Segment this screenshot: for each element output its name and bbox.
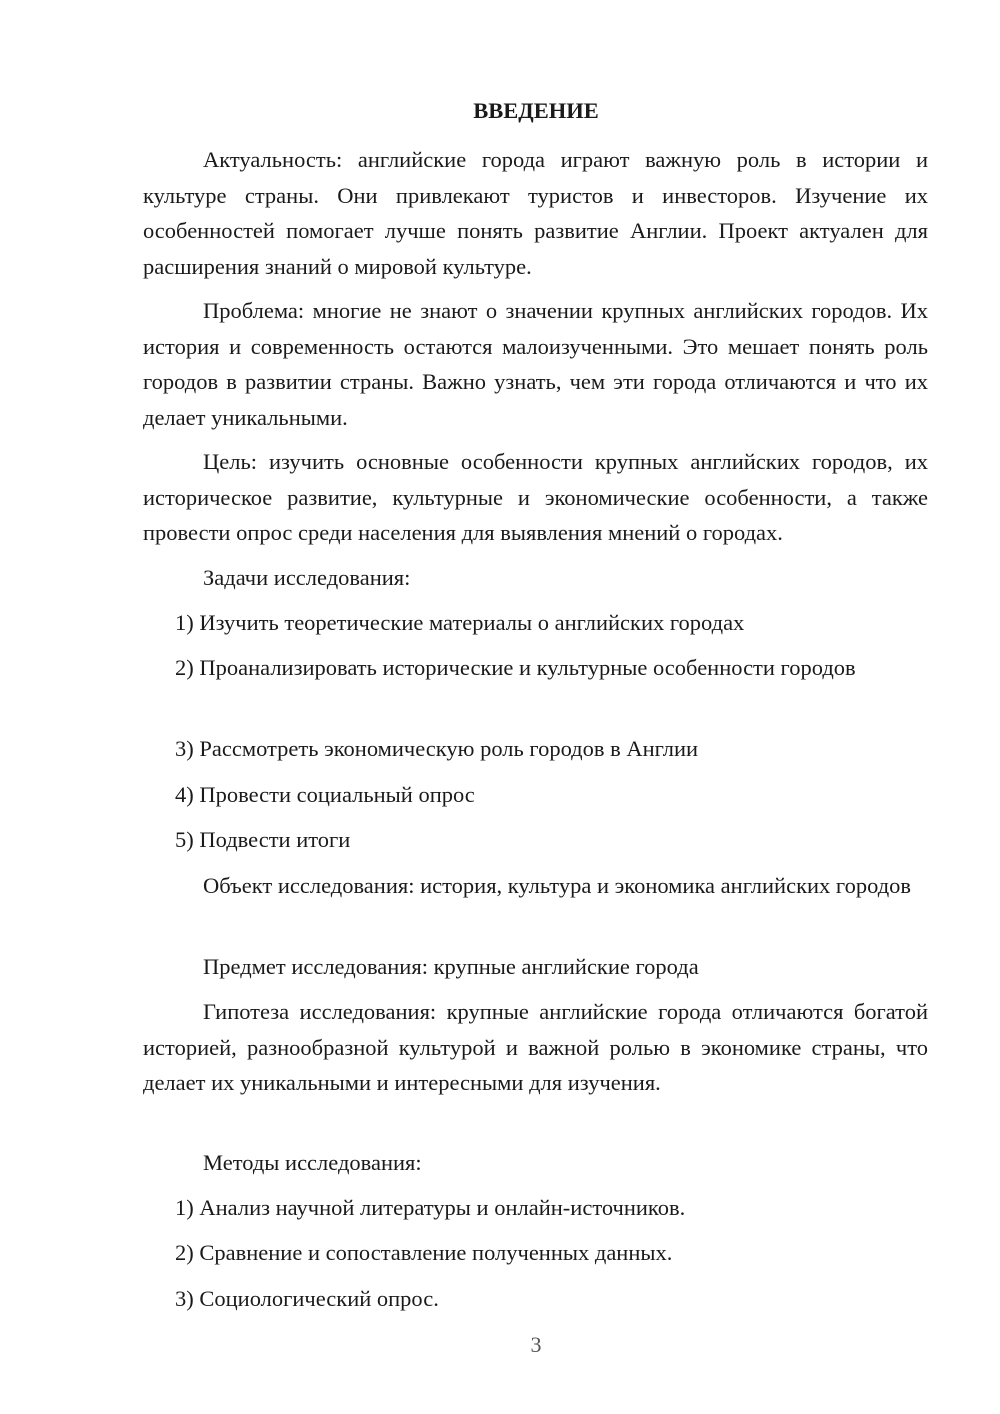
- list-item-task-3: 3) Рассмотреть экономическую роль городов в Англии: [175, 736, 699, 761]
- paragraph-methods-heading: Методы исследования:: [203, 1150, 422, 1175]
- paragraph-subject: Предмет исследования: крупные английские города: [203, 954, 699, 979]
- list-item-task-5: 5) Подвести итоги: [175, 827, 351, 852]
- paragraph-problem: Проблема: многие не знают о значении крупных английских городов. Их история и современность остаются малоизученными. Это мешает понять роль городов в развитии страны. Важно узнать, чем эти города отличаются и что их делает уникальными.: [143, 298, 928, 430]
- list-item-task-2: 2) Проанализировать исторические и культурные особенности городов: [175, 655, 856, 680]
- paragraph-goal: Цель: изучить основные особенности крупных английских городов, их историческое развитие, культурные и экономические особенности, а также провести опрос среди населения для выявления мнений о городах.: [143, 449, 928, 545]
- list-item-method-1: 1) Анализ научной литературы и онлайн-источников.: [175, 1195, 686, 1220]
- list-item-method-2: 2) Сравнение и сопоставление полученных данных.: [175, 1240, 673, 1265]
- list-item-task-1: 1) Изучить теоретические материалы о английских городах: [175, 610, 745, 635]
- page-number: 3: [530, 1332, 542, 1357]
- paragraph-hypothesis: Гипотеза исследования: крупные английские города отличаются богатой историей, разнообразной культурой и важной ролью в экономике страны, что делает их уникальными и интересными для изучения.: [143, 999, 928, 1095]
- paragraph-relevance: Актуальность: английские города играют важную роль в истории и культуре страны. Они привлекают туристов и инвесторов. Изучение их особенностей помогает лучше понять развитие Англии. Проект актуален для расширения знаний о мировой культуре.: [143, 147, 928, 279]
- paragraph-object: Объект исследования: история, культура и экономика английских городов: [203, 873, 912, 898]
- paragraph-tasks-heading: Задачи исследования:: [203, 565, 411, 590]
- list-item-task-4: 4) Провести социальный опрос: [175, 782, 475, 807]
- list-item-method-3: 3) Социологический опрос.: [175, 1286, 439, 1311]
- page-title: ВВЕДЕНИЕ: [473, 98, 599, 123]
